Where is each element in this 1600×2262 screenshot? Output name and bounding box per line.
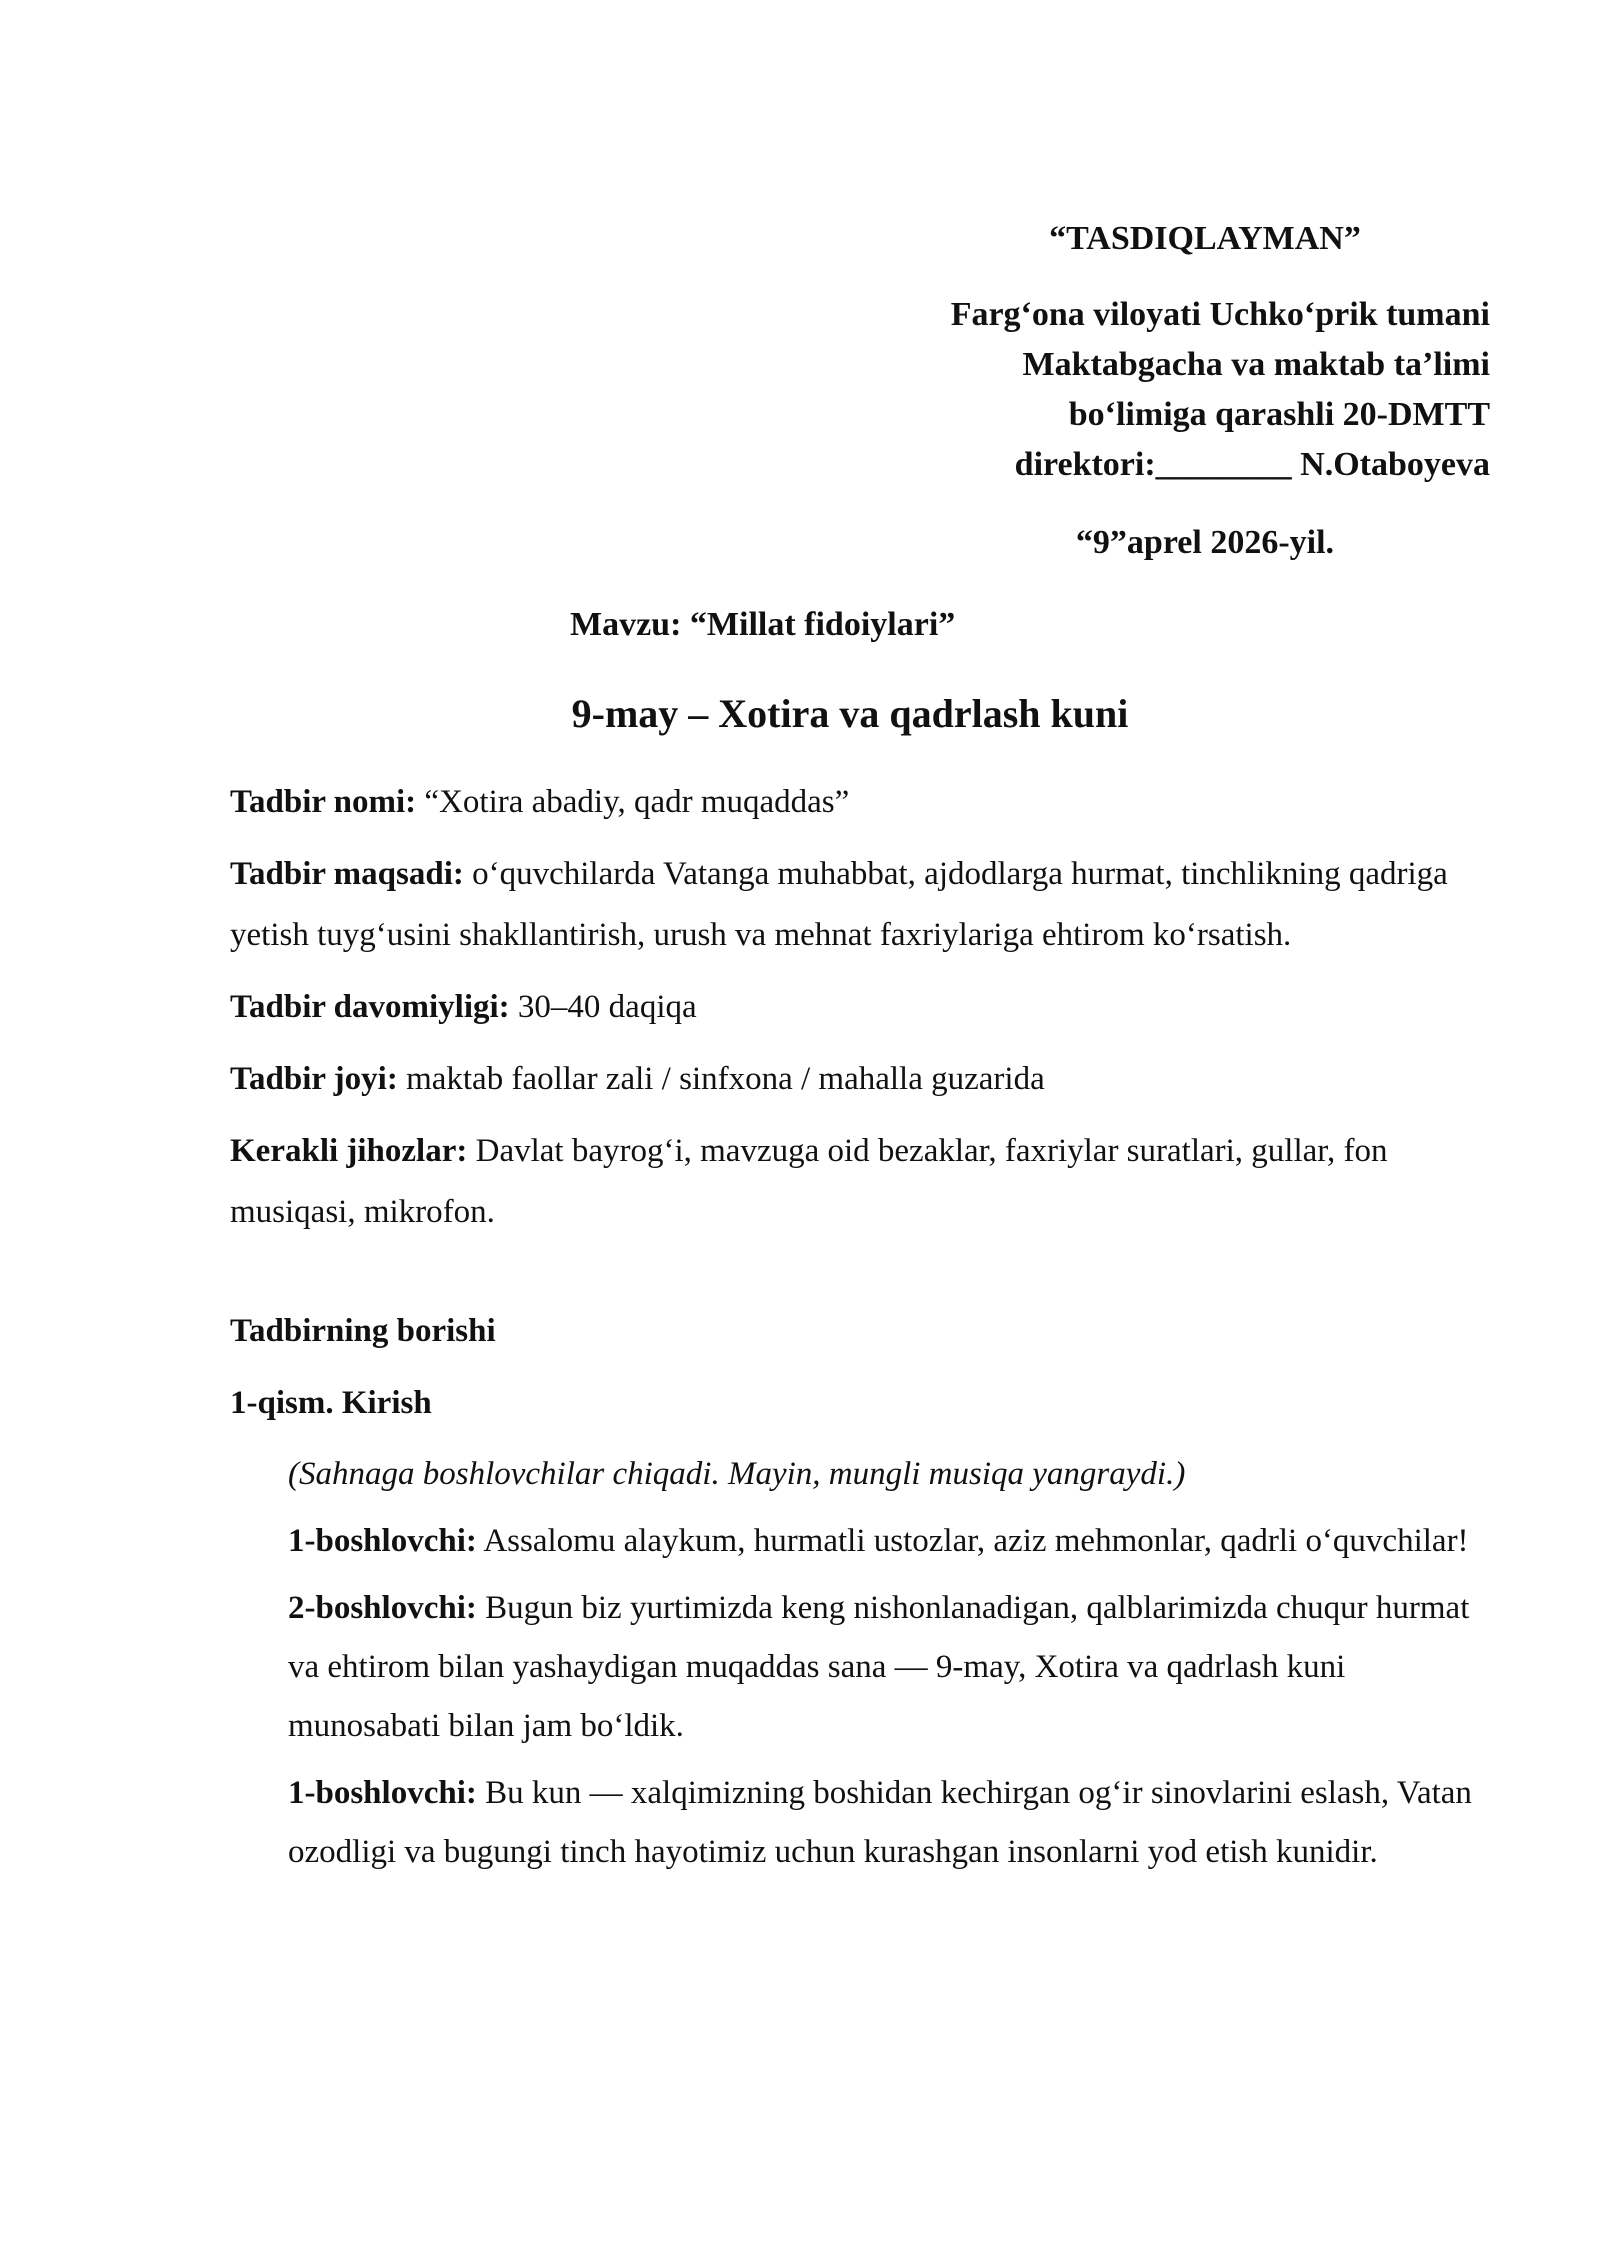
speaker-text: Bu kun — xalqimizning boshidan kechirgan og‘ir sinovlarini eslash, Vatan ozodligi va bugungi tinch hayotimiz uchun kurashgan insonlarni yod etish kunidir. [288,1775,1472,1870]
page-title: 9-may – Xotira va qadrlash kuni [571,691,1129,736]
script-block [230,1445,1500,1882]
detail-value: o‘quvchilarda Vatanga muhabbat, ajdodlarga hurmat, tinchlikning qadriga yetish tuyg‘usini shakllantirish, urush va mehnat faxriylariga ehtirom ko‘rsatish. [230,856,1448,953]
director-label: direktori:________ [1014,446,1292,483]
detail-venue [230,1049,1500,1110]
approval-org-line-3: bo‘limiga qarashli 20-DMTT [1068,396,1490,433]
approval-org-line-1: Farg‘ona viloyati Uchko‘prik tumani [950,296,1490,333]
speaker-label: 1-boshlovchi: [288,1523,477,1559]
detail-label: Tadbir maqsadi: [230,856,464,892]
detail-name [230,772,1500,833]
stage-direction: (Sahnaga boshlovchilar chiqadi. Mayin, mungli musiqa yangraydi.) [288,1456,1186,1492]
approval-org-line-2: Maktabgacha va maktab ta’limi [1022,346,1490,383]
detail-label: Tadbir nomi: [230,784,417,820]
detail-value: 30–40 daqiqa [517,989,697,1025]
speaker-text: Assalomu alaykum, hurmatli ustozlar, aziz mehmonlar, qadrli o‘quvchilar! [483,1523,1469,1559]
topic-line: Mavzu: “Millat fidoiylari” [570,606,956,643]
document-body [230,772,1500,1890]
detail-value: maktab faollar zali / sinfxona / mahalla guzarida [406,1061,1045,1097]
detail-purpose [230,844,1500,966]
speaker-label: 1-boshlovchi: [288,1775,477,1811]
detail-label: Tadbir joyi: [230,1061,398,1097]
section-title: Tadbirning borishi [230,1313,496,1349]
script-line [288,1579,1500,1756]
speaker-text: Bugun biz yurtimizda keng nishonlanadigan, qalblarimizda chuqur hurmat va ehtirom bilan yashaydigan muqaddas sana — 9-may, Xotira va qadrlash kuni munosabati bilan jam bo‘ldik. [288,1590,1470,1744]
script-line [288,1512,1500,1571]
detail-equipment [230,1121,1500,1243]
part-title: 1-qism. Kirish [230,1385,432,1421]
speaker-label: 2-boshlovchi: [288,1590,477,1626]
detail-duration [230,977,1500,1038]
approval-director-line [860,440,1490,490]
approval-block [860,214,1490,568]
detail-value: “Xotira abadiy, qadr muqaddas” [424,784,850,820]
script-line [288,1764,1500,1882]
detail-value: Davlat bayrog‘i, mavzuga oid bezaklar, faxriylar suratlari, gullar, fon musiqasi, mikrofon. [230,1133,1388,1230]
detail-label: Tadbir davomiyligi: [230,989,510,1025]
detail-label: Kerakli jihozlar: [230,1133,468,1169]
director-name: N.Otaboyeva [1300,446,1490,483]
approval-date: “9”aprel 2026-yil. [1075,524,1335,561]
approval-title: “TASDIQLAYMAN” [1049,220,1361,257]
